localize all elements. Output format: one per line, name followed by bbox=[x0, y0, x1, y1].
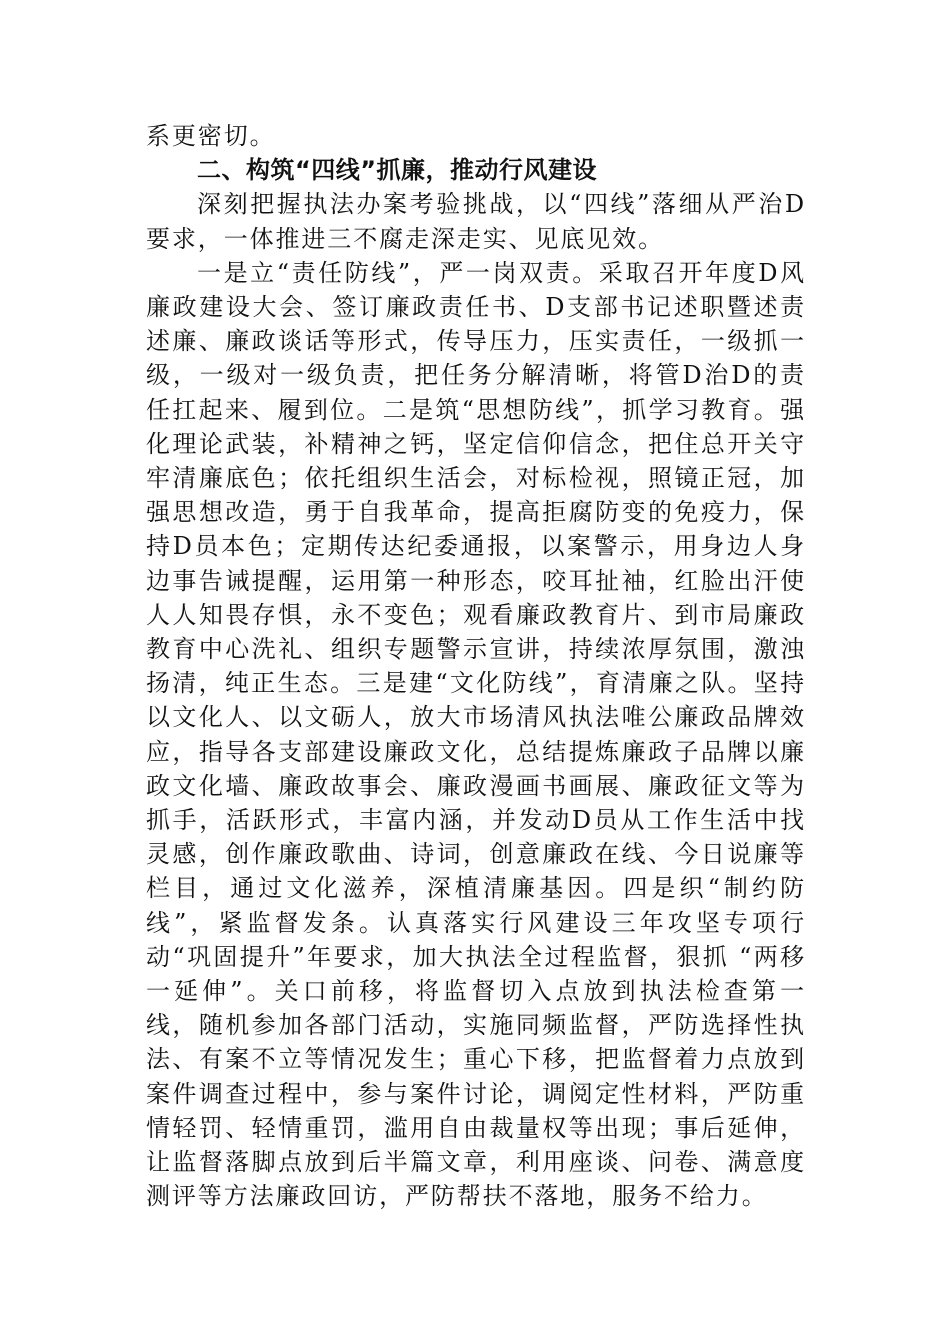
document-page bbox=[146, 119, 806, 1214]
section-heading: 二、构筑“四线”抓廉，推动行风建设 bbox=[197, 156, 598, 185]
intro-paragraph: 深刻把握执法办案考验挑战，以“四线”落细从严治D要求，一体推进三不腐走深走实、见底见效。 bbox=[146, 190, 806, 253]
body-paragraph: 一是立“责任防线”，严一岗双责。采取召开年度D风廉政建设大会、签订廉政责任书、D支部书记述职暨述责述廉、廉政谈话等形式，传导压力，压实责任，一级抓一级，一级对一级负责，把任务分解清晰，将管D治D的责任扛起来、履到位。二是筑“思想防线”，抓学习教育。强化理论武装，补精神之钙，坚定信仰信念，把住总开关守牢清廉底色；依托组织生活会，对标检视，照镜正冠，加强思想改造，勇于自我革命，提高拒腐防变的免疫力，保持D员本色；定期传达纪委通报，以案警示，用身边人身边事告诫提醒，运用第一种形态，咬耳扯袖，红脸出汗使人人知畏存惧，永不变色；观看廉政教育片、到市局廉政教育中心洗礼、组织专题警示宣讲，持续浓厚氛围，激浊扬清，纯正生态。三是建“文化防线”，育清廉之队。坚持以文化人、以文砺人，放大市场清风执法唯公廉政品牌效应，指导各支部建设廉政文化，总结提炼廉政子品牌以廉政文化墙、廉政故事会、廉政漫画书画展、廉政征文等为抓手，活跃形式，丰富内涵，并发动D员从工作生活中找灵感，创作廉政歌曲、诗词，创意廉政在线、今日说廉等栏目，通过文化滋养，深植清廉基因。四是织“制约防线”，紧监督发条。认真落实行风建设三年攻坚专项行动“巩固提升”年要求，加大执法全过程监督，狠抓 “两移一延伸”。关口前移，将监督切入点放到执法检查第一线，随机参加各部门活动，实施同频监督，严防选择性执法、有案不立等情况发生；重心下移，把监督着力点放到案件调查过程中，参与案件讨论，调阅定性材料，严防重情轻罚、轻情重罚，滥用自由裁量权等出现；事后延伸，让监督落脚点放到后半篇文章，利用座谈、问卷、满意度测评等方法廉政回访，严防帮扶不落地，服务不给力。 bbox=[146, 258, 806, 1211]
continuation-text: 系更密切。 bbox=[146, 122, 276, 150]
